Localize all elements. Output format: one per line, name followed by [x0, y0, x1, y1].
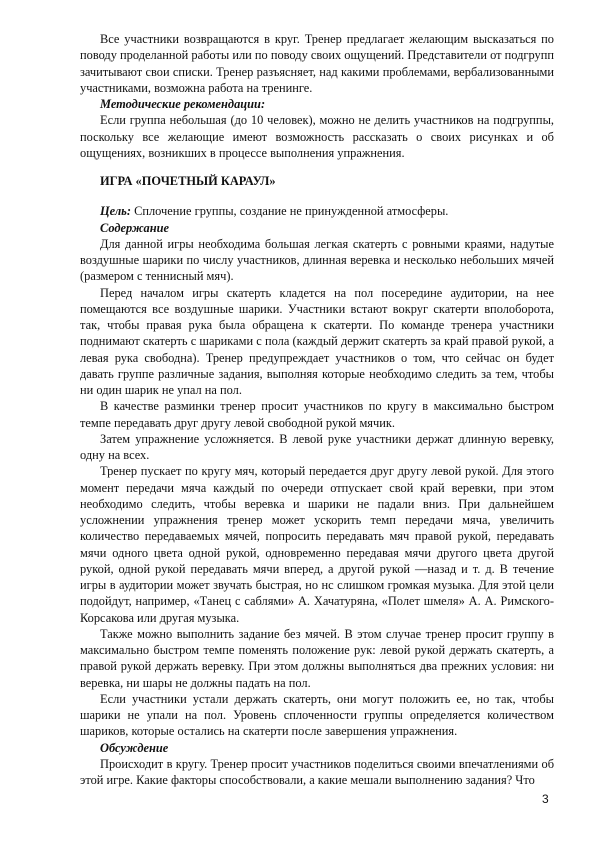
section-heading-method: Методические рекомендации:	[100, 97, 266, 111]
paragraph: Для данной игры необходима большая легкая скатерть с ровными краями, надутые воздушные шарики по числу участников, длинная веревка и несколько небольших мячей (размером с теннисный мяч).	[80, 236, 554, 284]
paragraph: Тренер пускает по кругу мяч, который передается друг другу левой рукой. Для этого момент передачи мяча каждый по очереди отпускает свой край веревки, при этом необходимо следить, чтобы веревка и шарики не падали вниз. При дальнейшем усложнении упражнения тренер может ускорить темп передачи мяча, увеличить количество передаваемых мячей, попросить передавать мяч правой рукой, передавать мячи одного цвета одной рукой, одновременно передавая мячи другого цвета другой рукой, одной рукой передавать мячи вперед, а другой рукой —назад и т. д. В течение игры в аудитории может звучать быстрая, но нс слишком громкая музыка. Для этой цели подойдут, например, «Танец с саблями» А. Хачатуряна, «Полет шмеля» А. А. Римского-Корсакова или другая музыка.	[80, 464, 554, 625]
page-number: 3	[542, 792, 549, 806]
paragraph: Если участники устали держать скатерть, они могут положить ее, но так, чтобы шарики не упали на пол. Уровень сплоченности группы определяется количеством шариков, которые остались на скатерти после завершения упражнения.	[80, 691, 554, 739]
section-heading-discussion: Обсуждение	[100, 740, 169, 755]
paragraph: В качестве разминки тренер просит участников по кругу в максимально быстром темпе передавать друг другу левой свободной рукой мячик.	[80, 399, 554, 430]
section-heading-content: Содержание	[100, 220, 170, 235]
goal-line	[80, 203, 554, 219]
goal-text: Сплочение группы, создание не принужденной атмосферы.	[130, 204, 449, 219]
paragraph: Затем упражнение усложняется. В левой руке участники держат длинную веревку, одну на всех.	[80, 431, 554, 462]
paragraph: Все участники возвращаются в круг. Тренер предлагает желающим высказаться по поводу проделанной работы или по поводу своих ощущений. Представители от подгрупп зачитывают свои списки. Тренер разъясняет, над какими проблемами, вербализованными участниками, возможна работа на тренинге.	[80, 32, 554, 95]
document-page	[80, 31, 554, 788]
paragraph: Также можно выполнить задание без мячей. В этом случае тренер просит группу в максимально быстром темпе поменять положение рук: левой рукой держать скатерть, а правой рукой держать веревку. При этом должны выполняться два прежних условия: ни веревка, ни шары не должны падать на пол.	[80, 626, 554, 690]
paragraph: Перед началом игры скатерть кладется на пол посередине аудитории, на нее помещаются все воздушные шарики. Участники встают вокруг скатерти вполоборота, так, чтобы правая рука была обращена к скатерти. По команде тренера участники поднимают скатерть с шариками с пола (каждый держит скатерть за край правой рукой, а левая рука свободна). Тренер предупреждает участников о том, что сейчас он будет давать группе различные задания, выполняя которые необходимо следить за тем, чтобы ни один шарик не упал на пол.	[80, 285, 554, 397]
goal-label: Цель:	[100, 204, 131, 219]
game-title: ИГРА «ПОЧЕТНЫЙ КАРАУЛ»	[100, 174, 276, 188]
paragraph: Происходит в кругу. Тренер просит участников поделиться своими впечатлениями об этой игре. Какие факторы способствовали, а какие мешали выполнению задания? Что	[80, 756, 554, 787]
paragraph: Если группа небольшая (до 10 человек), можно не делить участников на подгруппы, поскольку все желающие имеют возможность рассказать о своих рисунках и об ощущениях, возникших в процессе выполнения упражнения.	[80, 113, 554, 160]
